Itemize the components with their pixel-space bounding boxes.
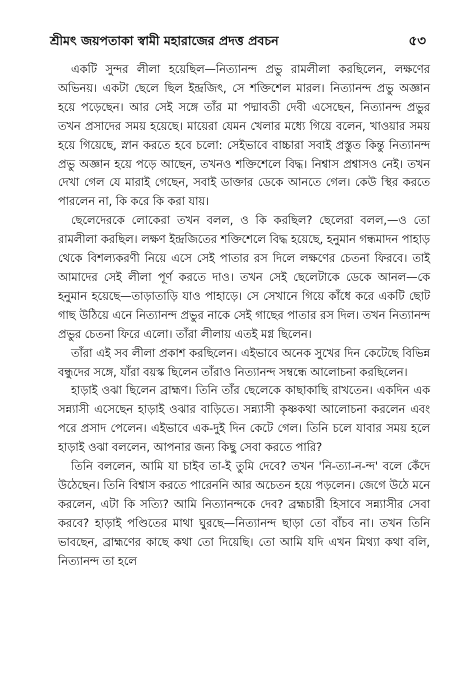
page-number: ৫৩	[408, 33, 426, 49]
paragraph-4: হাড়াই ওঝা ছিলেন ব্রাহ্মণ। তিনি তাঁর ছেলেকে কাছাকাছি রাখতেন। একদিন এক সন্ন্যাসী এসেছেন হাড়াই ওঝার বাড়িতে। সন্ন্যাসী কৃষ্ণকথা আলোচনা করলেন এবং পরে প্রসাদ পেলেন। এইভাবে এক-দুই দিন কেটে গেল। তিনি চলে যাবার সময় হলে হাড়াই ওঝা বললেন, আপনার জন্য কিছু সেবা করতে পারি?	[58, 383, 430, 455]
running-header: শ্রীমৎ জয়পতাকা স্বামী মহারাজের প্রদত্ত প্রবচন	[50, 33, 279, 48]
body-text	[58, 60, 430, 570]
paragraph-5: তিনি বললেন, আমি যা চাইব তা-ই তুমি দেবে? তখন 'নি-ত্যা-ন-ন্দ' বলে কেঁদে উঠেছেন। তিনি বিশ্বাস করতে পারেননি আর অচেতন হয়ে পড়লেন। জেগে উঠে মনে করলেন, এটা কি সত্যি? আমি নিত্যানন্দকে দেব? ব্রহ্মচারী হিসাবে সন্ন্যাসীর সেবা করবে? হাড়াই পণ্ডিতের মাথা ঘুরছে—নিত্যানন্দ ছাড়া তো বাঁচব না। তখন তিনি ভাবছেন, ব্রাহ্মণের কাছে কথা তো দিয়েছি। তো আমি যদি এখন মিথ্যা কথা বলি, নিত্যানন্দ তা হলে	[58, 459, 430, 568]
paragraph-3: তাঁরা এই সব লীলা প্রকাশ করছিলেন। এইভাবে অনেক সুখের দিন কেটেছে বিভিন্ন বন্ধুদের সঙ্গে, যাঁরা বয়স্ক ছিলেন তাঁরাও নিত্যানন্দ সম্বন্ধে আলোচনা করছিলেন।	[58, 345, 430, 379]
paragraph-1: একটি সুন্দর লীলা হয়েছিল—নিত্যানন্দ প্রভু রামলীলা করছিলেন, লক্ষণের অভিনয়। একটা ছেলে ছিল ইন্দ্রজিৎ, সে শক্তিশেল মারল। নিত্যানন্দ প্রভু অজ্ঞান হয়ে পড়েছেন। আর সেই সঙ্গে তাঁর মা পদ্মাবতী দেবী এসেছেন, নিত্যানন্দ প্রভুর তখন প্রসাদের সময় হয়েছে। মায়েরা যেমন খেলার মধ্যে গিয়ে বলেন, খাওয়ার সময় হয়ে গিয়েছে, স্নান করতে হবে চলো: সেইভাবে বাচ্চারা সবাই প্রস্তুত কিন্তু নিত্যানন্দ প্রভু অজ্ঞান হয়ে পড়ে আছেন, তখনও শক্তিশেলে বিদ্ধ। নিশ্বাস প্রশ্বাসও নেই। তখন দেখা গেল যে মারাই গেছেন, সবাই ডাক্তার ডেকে আনতে গেল। কেউ স্থির করতে পারলেন না, কি করে কি করা যায়।	[58, 62, 430, 209]
paragraph-2: ছেলেদেরকে লোকেরা তখন বলল, ও কি করছিল? ছেলেরা বলল,—ও তো রামলীলা করছিল। লক্ষণ ইন্দ্রজিতের শক্তিশেলে বিদ্ধ হয়েছে, হনুমান গন্ধমাদন পাহাড় থেকে বিশল্যকরণী নিয়ে এসে সেই পাতার রস দিলে লক্ষণের চেতনা ফিরবে। তাই আমাদের সেই লীলা পূর্ণ করতে দাও। তখন সেই ছেলেটাকে ডেকে আনল—কে হনুমান হয়েছে—তাড়াতাড়ি যাও পাহাড়ে। সে সেখানে গিয়ে কাঁধে করে একটি ছোট গাছ উঠিয়ে এনে নিত্যানন্দ প্রভুর নাকে সেই গাছের পাতার রস দিল। তখন নিত্যানন্দ প্রভুর চেতনা ফিরে এলো। তাঁরা লীলায় এতই মগ্ন ছিলেন।	[58, 213, 430, 341]
